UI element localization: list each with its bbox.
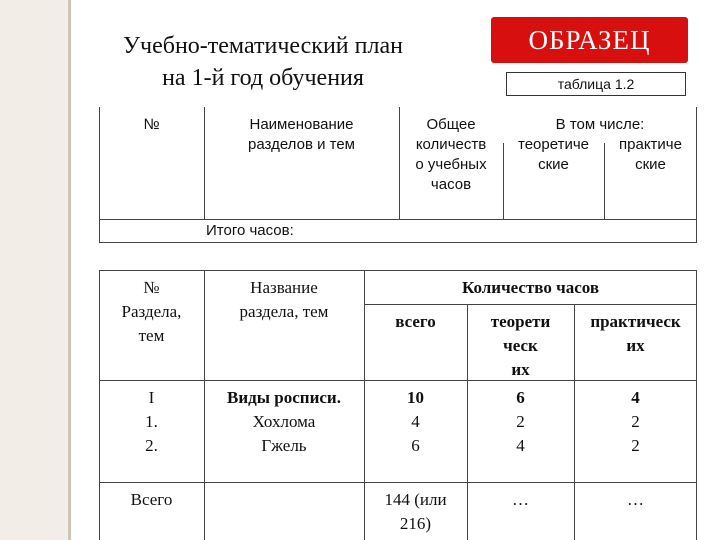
t1-header-total-line1: Общее xyxy=(426,116,476,133)
table-number-label: таблица 1.2 xyxy=(506,72,686,96)
t2-subheader-divider xyxy=(364,304,697,305)
t2-row1-theory-2: 4 xyxy=(516,436,525,455)
t1-header-theory xyxy=(503,135,604,175)
t2-row1-number-0: I xyxy=(148,388,155,407)
t2-header-all: всего xyxy=(395,312,436,331)
title-line-2: на 1-й год обучения xyxy=(162,65,364,91)
t2-total-theory: … xyxy=(512,490,529,509)
t2-total-all xyxy=(364,488,467,536)
t2-row1-number-1: 1. xyxy=(145,412,158,431)
t1-header-practice-line1: практиче xyxy=(619,136,682,153)
t2-row1-theory-0: 6 xyxy=(516,388,525,407)
t2-header-theory-line1: теорети xyxy=(490,312,551,331)
t2-row1-number-2: 2. xyxy=(145,436,158,455)
t2-row-divider-2 xyxy=(99,482,697,483)
t2-header-theory-line2: ческ xyxy=(503,336,538,355)
t2-total-all-line1: 144 (или xyxy=(384,490,447,509)
t2-row1-theory-1: 2 xyxy=(516,412,525,431)
t1-row-divider xyxy=(99,219,697,220)
t2-header-number-line2: Раздела, xyxy=(121,302,182,321)
t2-row1-all-0: 10 xyxy=(407,388,424,407)
t2-total-label: Всего xyxy=(130,490,173,509)
t2-header-number-line1: № xyxy=(143,278,160,297)
t1-header-practice xyxy=(604,135,697,175)
t2-header-practice xyxy=(574,310,697,358)
t2-header-name-line2: раздела, тем xyxy=(239,302,329,321)
t2-total-practice: … xyxy=(627,490,644,509)
t2-header-hours: Количество часов xyxy=(461,278,600,297)
t2-header-name-line1: Название xyxy=(250,278,318,297)
t2-border-top xyxy=(99,270,697,271)
t2-row1-names xyxy=(204,386,364,458)
t1-header-number: № xyxy=(143,116,160,133)
sample-stamp: ОБРАЗЕЦ xyxy=(491,17,688,63)
t2-row-divider-1 xyxy=(99,380,697,381)
sidebar-divider xyxy=(68,0,71,540)
t1-header-theory-line2: ские xyxy=(538,156,569,173)
sidebar-background xyxy=(0,0,68,540)
t2-row1-name-2: Гжель xyxy=(261,436,307,455)
t1-header-name-line1: Наименование xyxy=(249,116,354,133)
t2-header-theory xyxy=(467,310,574,382)
title-line-1: Учебно-тематический план xyxy=(123,33,403,59)
t2-total-all-line2: 216) xyxy=(399,514,432,533)
t1-header-including: В том числе: xyxy=(555,116,645,133)
t2-row1-practice-0: 4 xyxy=(631,388,640,407)
t2-row1-name-0: Виды росписи. xyxy=(227,388,341,407)
t2-row1-all xyxy=(364,386,467,458)
t1-header-total-line4: часов xyxy=(430,176,472,193)
t2-header-number xyxy=(99,276,204,348)
page-title xyxy=(78,30,448,94)
plan-table-template xyxy=(99,107,697,243)
t2-header-theory-line3: их xyxy=(511,360,530,379)
t2-row1-practice-2: 2 xyxy=(631,436,640,455)
t1-header-theory-line1: теоретиче xyxy=(518,136,589,153)
t1-header-practice-line2: ские xyxy=(635,156,666,173)
t2-row1-theory xyxy=(467,386,574,458)
t2-row1-all-1: 4 xyxy=(411,412,420,431)
t2-row1-name-1: Хохлома xyxy=(252,412,316,431)
t2-row1-numbers xyxy=(99,386,204,458)
t2-row1-practice xyxy=(574,386,697,458)
t2-header-practice-line1: практическ xyxy=(590,312,681,331)
t1-header-name xyxy=(204,115,399,155)
t1-header-total-line2: количеств xyxy=(415,136,487,153)
t2-header-practice-line2: их xyxy=(626,336,645,355)
t2-row1-practice-1: 2 xyxy=(631,412,640,431)
t1-border-bottom xyxy=(99,242,697,243)
t1-header-total-line3: о учебных xyxy=(415,156,487,173)
t1-header-total xyxy=(399,115,503,195)
t2-row1-all-2: 6 xyxy=(411,436,420,455)
plan-table-example xyxy=(99,270,697,540)
t1-total-hours-label: Итого часов: xyxy=(206,222,294,239)
t1-header-name-line2: разделов и тем xyxy=(248,136,355,153)
t2-header-number-line3: тем xyxy=(138,326,165,345)
t2-header-name xyxy=(204,276,364,324)
